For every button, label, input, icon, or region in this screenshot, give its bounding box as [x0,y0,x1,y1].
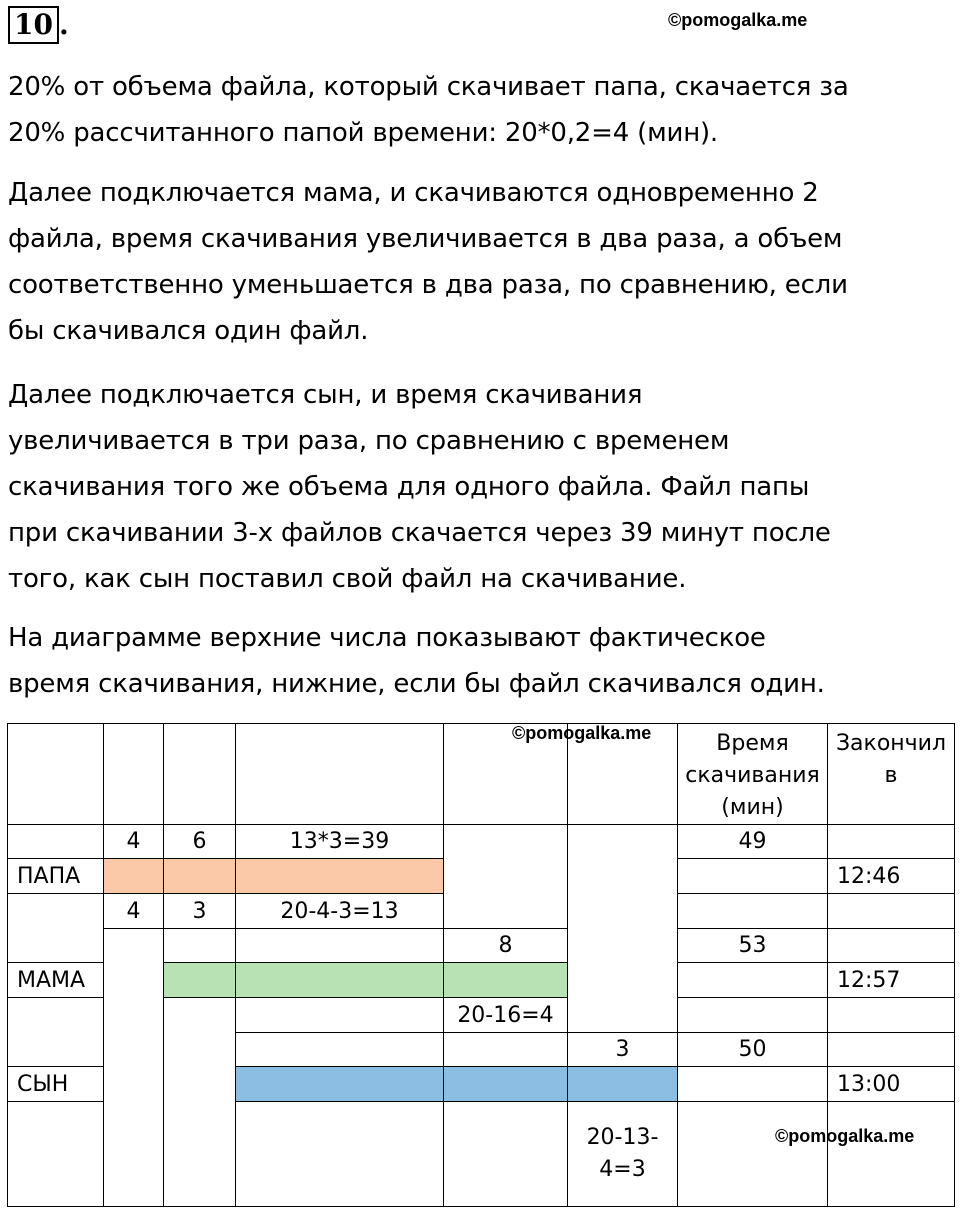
papa-top-1: 4 [104,825,164,859]
paragraph-4: На диаграмме верхние числа показывают фактическое время скачивания, нижние, если бы файл скачивался один. [8,623,825,699]
watermark-table: ©pomogalka.me [512,723,652,743]
syn-bar-segment [236,1067,444,1102]
mama-bottom: 20-16=4 [444,998,568,1033]
mama-finished: 12:57 [828,963,955,998]
papa-bottom-3: 20-4-3=13 [236,894,444,929]
mama-total-time: 53 [678,929,828,963]
papa-bar-segment [104,859,164,894]
watermark-top: ©pomogalka.me [668,10,808,30]
papa-finished: 12:46 [828,859,955,894]
paragraph-3: Далее подключается сын, и время скачивания увеличивается в три раза, по сравнению с временем скачивания того же объема для одного файла. Файл папы при скачивании 3-х файлов скачается через 39 минут после того, как сын поставил свой файл на скачивание. [8,380,831,594]
mama-label: МАМА [8,963,104,998]
header-finished-at: Закончил в [828,724,955,825]
syn-top: 3 [568,1033,678,1067]
mama-bar-segment [164,963,236,998]
paragraph-1: 20% от объема файла, который скачивает папа, скачается за 20% рассчитанного папой времени: 20*0,2=4 (мин). [8,72,849,148]
syn-bottom: 20-13-4=3 [568,1102,678,1207]
syn-label: СЫН [8,1067,104,1102]
mama-bar-segment [444,963,568,998]
papa-bottom-1: 4 [104,894,164,929]
watermark-bottom: ©pomogalka.me [775,1126,915,1146]
paragraph-2: Далее подключается мама, и скачиваются одновременно 2 файла, время скачивания увеличивается в два раза, а объем соответственно уменьшается в два раза, по сравнению, если бы скачивался один файл. [8,178,848,346]
papa-bottom-2: 3 [164,894,236,929]
header-download-time: Время скачивания (мин) [678,724,828,825]
papa-top-row [8,825,955,859]
papa-label: ПАПА [8,859,104,894]
mama-top: 8 [444,929,568,963]
papa-bar-segment [164,859,236,894]
syn-bar-segment [568,1067,678,1102]
mama-top-row [8,929,955,963]
syn-finished: 13:00 [828,1067,955,1102]
papa-bar-segment [236,859,444,894]
papa-top-3: 13*3=39 [236,825,444,859]
syn-total-time: 50 [678,1033,828,1067]
syn-bar-segment [444,1067,568,1102]
papa-total-time: 49 [678,825,828,859]
header-row [8,724,955,825]
mama-bar-segment [236,963,444,998]
problem-number: 10 . [8,6,69,44]
papa-top-2: 6 [164,825,236,859]
